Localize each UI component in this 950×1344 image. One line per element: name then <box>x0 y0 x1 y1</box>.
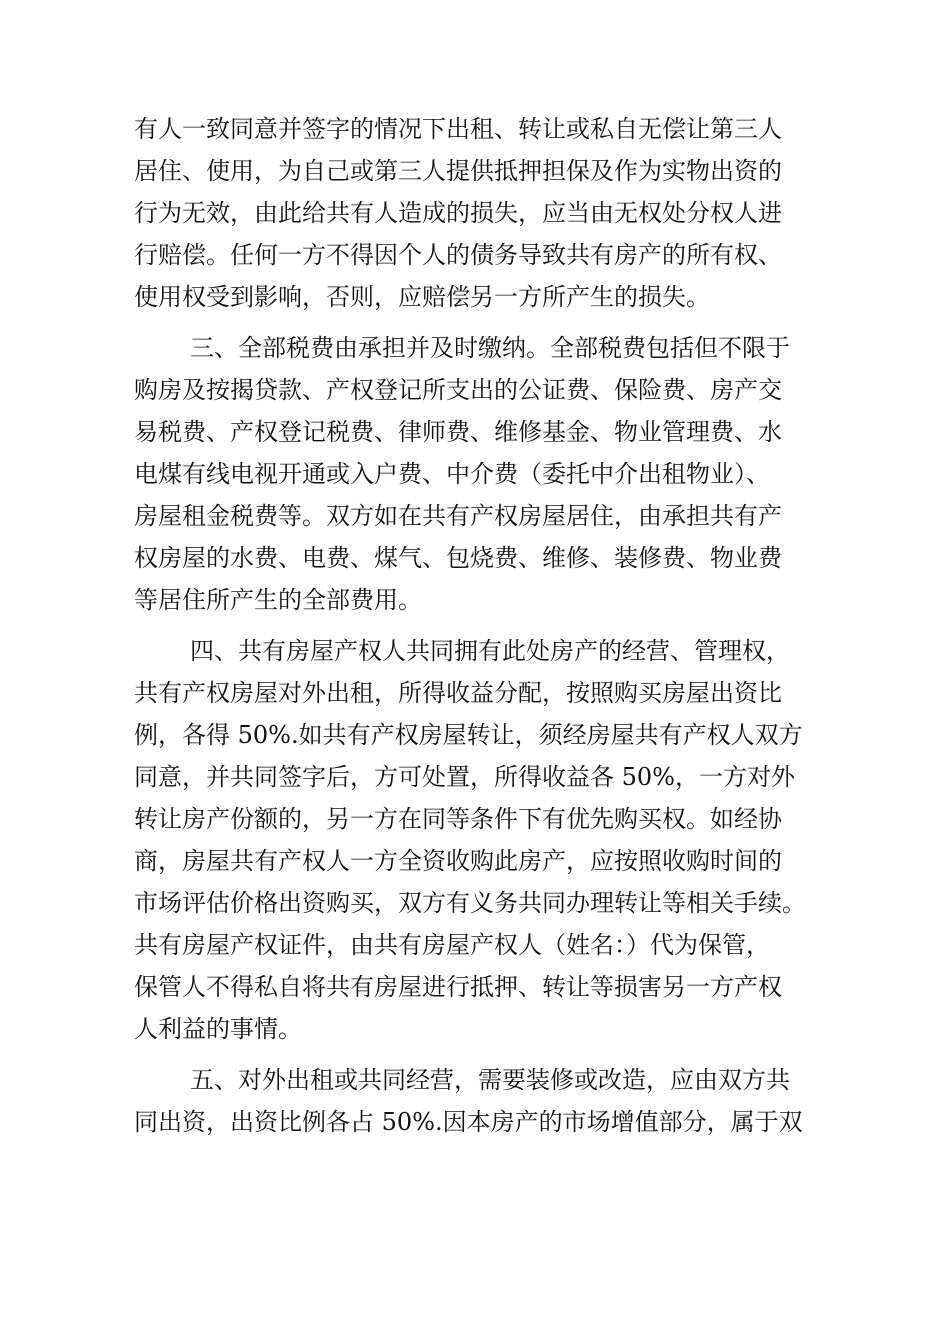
text-line: 居住、使用，为自己或第三人提供抵押担保及作为实物出资的 <box>134 157 782 185</box>
text-line: 使用权受到影响，否则，应赔偿另一方所产生的损失。 <box>134 283 710 311</box>
text-line: 易税费、产权登记税费、律师费、维修基金、物业管理费、水 <box>134 418 782 446</box>
text-line: 电煤有线电视开通或入户费、中介费（委托中介出租物业）、 <box>134 460 770 488</box>
text-line: 等居住所产生的全部费用。 <box>134 586 422 614</box>
text-line: 人利益的事情。 <box>134 1015 302 1043</box>
text-line: 保管人不得私自将共有房屋进行抵押、转让等损害另一方产权 <box>134 973 782 1001</box>
text-line: 共有房屋产权证件，由共有房屋产权人（姓名：）代为保管， <box>134 931 770 959</box>
paragraph-start-line: 四、共有房屋产权人共同拥有此处房产的经营、管理权， <box>190 637 790 665</box>
text-line: 行赔偿。任何一方不得因个人的债务导致共有房产的所有权、 <box>134 241 782 269</box>
text-line: 有人一致同意并签字的情况下出租、转让或私自无偿让第三人 <box>134 115 782 143</box>
text-line: 购房及按揭贷款、产权登记所支出的公证费、保险费、房产交 <box>134 376 782 404</box>
text-line: 商，房屋共有产权人一方全资收购此房产，应按照收购时间的 <box>134 847 782 875</box>
text-line: 房屋租金税费等。双方如在共有产权房屋居住，由承担共有产 <box>134 502 782 530</box>
text-line: 同意，并共同签字后，方可处置，所得收益各 50%，一方对外 <box>134 763 795 791</box>
text-line: 例，各得 50%.如共有产权房屋转让，须经房屋共有产权人双方 <box>134 721 803 749</box>
text-line: 权房屋的水费、电费、煤气、包烧费、维修、装修费、物业费 <box>134 544 782 572</box>
text-line: 行为无效，由此给共有人造成的损失，应当由无权处分权人进 <box>134 199 782 227</box>
paragraph-start-line: 三、全部税费由承担并及时缴纳。全部税费包括但不限于 <box>190 334 790 362</box>
text-line: 市场评估价格出资购买，双方有义务共同办理转让等相关手续。 <box>134 889 806 917</box>
text-line: 共有产权房屋对外出租，所得收益分配，按照购买房屋出资比 <box>134 679 782 707</box>
document-body <box>134 108 854 1143</box>
paragraph-start-line: 五、对外出租或共同经营，需要装修或改造，应由双方共 <box>190 1066 790 1094</box>
text-line: 同出资，出资比例各占 50%.因本房产的市场增值部分，属于双 <box>134 1108 803 1136</box>
text-line: 转让房产份额的，另一方在同等条件下有优先购买权。如经协 <box>134 805 782 833</box>
